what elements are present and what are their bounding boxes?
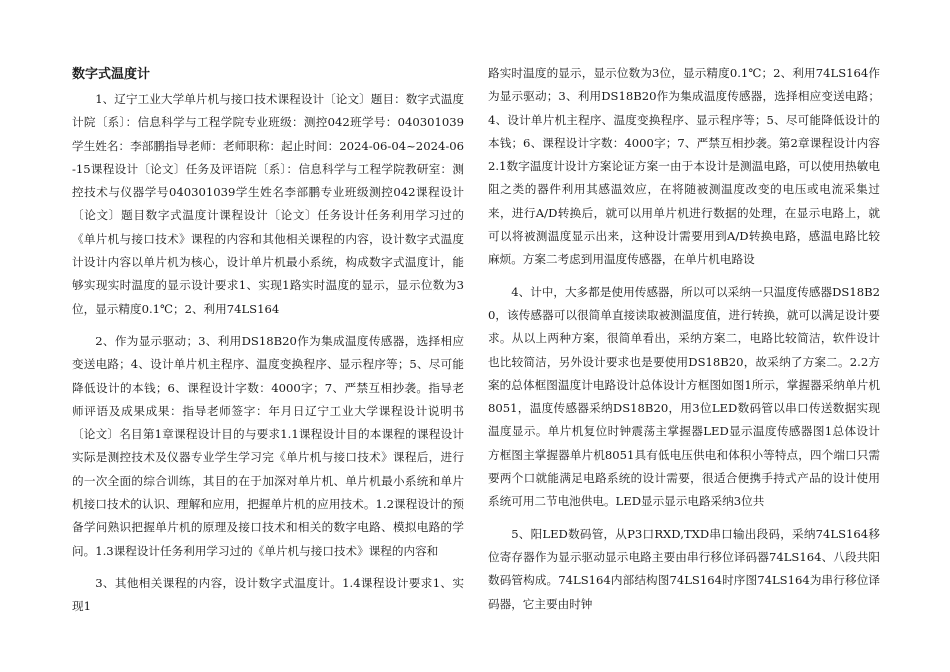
paragraph-3: 3、其他相关课程的内容，设计数字式温度计。1.4课程设计要求1、实现1 [72, 575, 464, 614]
paragraph-3-continued: 路实时温度的显示，显示位数为3位，显示精度0.1℃；2、利用74LS164作为显示驱动；3、利用DS18B20作为集成温度传感器，选择相应变送电路；4、设计单片机主程序、温度变换程序、显示程序等；5、尽可能降低设计的本钱；6、课程设计字数：4000字；7、严禁互相抄袭。第2章课程设计内容2.1数字温度计设计方案论证方案一由于本设计是测温电路，可以使用热敏电阻之类的器件利用其感温效应，在将随被测温度改变的电压或电流采集过来，进行A/D转换后，就可以用单片机进行数据的处理，在显示电路上，就可以将被测温度显示出来，这种设计需要用到A/D转换电路，感温电路比较麻烦。方案二考虑到用温度传感器，在单片机电路设 [488, 66, 880, 267]
document-title: 数字式温度计 [72, 67, 151, 82]
paragraph-4: 4、计中，大多都是使用传感器，所以可以采纳一只温度传感器DS18B20，该传感器可以很简单直接读取被测温度值，进行转换，就可以满足设计要求。从以上两种方案，很简单看出，采纳方案二，电路比较简洁，软件设计也比较简洁，另外设计要求也是要使用DS18B20，故采纳了方案二。2.2方案的总体框图温度计电路设计总体设计方框图如图1所示，掌握器采纳单片机8051，温度传感器采纳DS18B20，用3位LED数码管以串口传送数据实现温度显示。单片机复位时钟震荡主掌握器LED显示温度传感器图1总体设计方框图主掌握器单片机8051具有低电压供电和体积小等特点，四个端口只需要两个口就能满足电路系统的设计需要，很适合便携手持式产品的设计使用系统可用二节电池供电。LED显示显示电路采纳3位共 [488, 284, 880, 509]
paragraph-2: 2、作为显示驱动；3、利用DS18B20作为集成温度传感器，选择相应变送电路；4、设计单片机主程序、温度变换程序、显示程序等；5、尽可能降低设计的本钱；6、课程设计字数：4000字；7、严禁互相抄袭。指导老师评语及成果成果：指导老师签字：年月日辽宁工业大学课程设计说明书〔论文〕名目第1章课程设计目的与要求1.1课程设计目的本课程的课程设计实际是测控技术及仪器专业学生学习完《单片机与接口技术》课程后，进行的一次全面的综合训练，其目的在于加深对单片机、单片机最小系统和单片机接口技术的认识、理解和应用，把握单片机的应用技术。1.2课程设计的预备学问熟识把握单片机的原理及接口技术和相关的数字电路、模拟电路的学问。1.3课程设计任务利用学习过的《单片机与接口技术》课程的内容和 [72, 333, 464, 558]
paragraph-1: 1、辽宁工业大学单片机与接口技术课程设计〔论文〕题目：数字式温度计院〔系〕：信息科学与工程学院专业班级：测控042班学号：040301039学生姓名：李部鹏指导老师：老师职称：起止时间：2024-06-04~2024-06-15课程设计〔论文〕任务及评语院〔系〕：信息科学与工程学院教研室：测控技术与仪器学号040301039学生姓名李部鹏专业班级测控042课程设计〔论文〕题目数字式温度计课程设计〔论文〕任务设计任务利用学习过的《单片机与接口技术》课程的内容和其他相关课程的内容，设计数字式温度计设计内容以单片机为核心，设计单片机最小系统，构成数字式温度计，能够实现实时温度的显示设计要求1、实现1路实时温度的显示，显示位数为3位，显示精度0.1℃；2、利用74LS164 [72, 92, 464, 316]
left-column [72, 62, 464, 619]
paragraph-5: 5、阳LED数码管，从P3口RXD,TXD串口输出段码，采纳74LS164移位寄存器作为显示驱动显示电路主要由串行移位译码器74LS164、八段共阳数码管构成。74LS164内部结构图74LS164时序图74LS164为串行移位译码器，它主要由时钟 [488, 526, 880, 611]
right-column [488, 62, 880, 616]
